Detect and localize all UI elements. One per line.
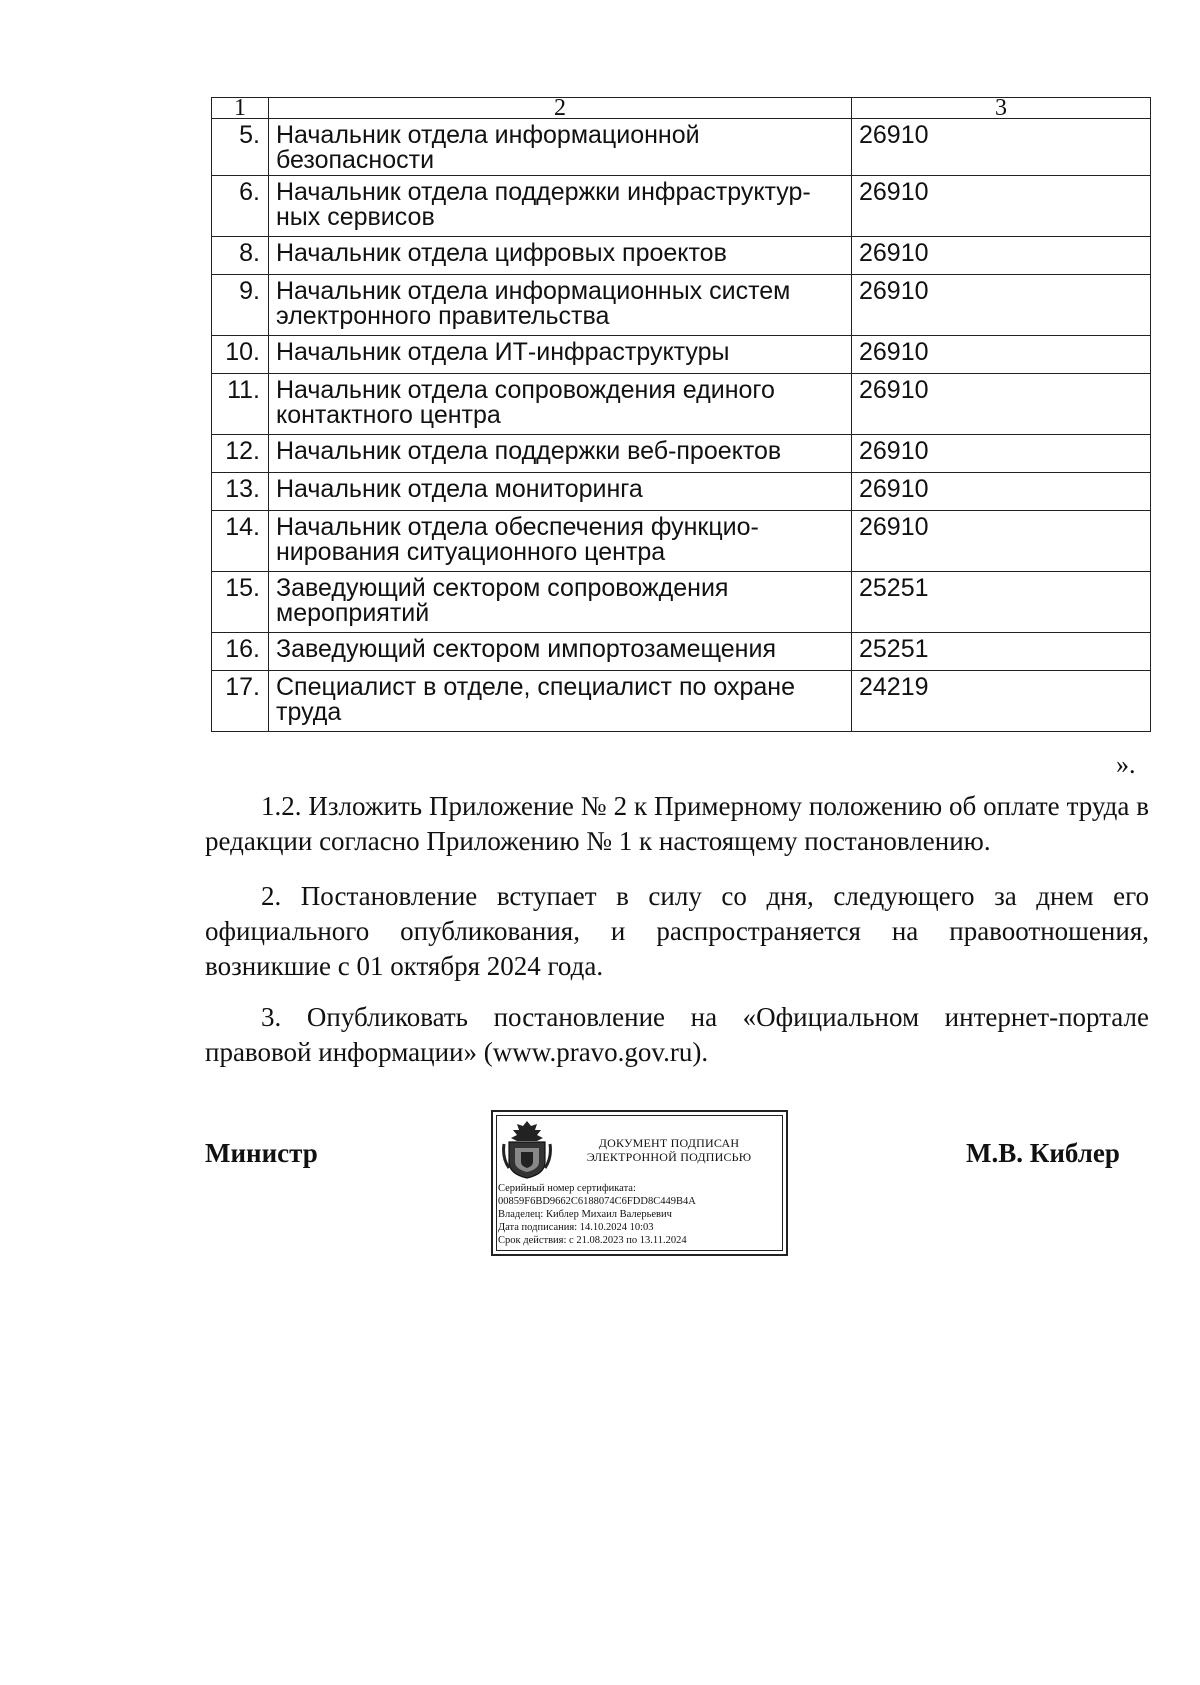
table-row <box>212 511 1151 572</box>
table-row <box>212 633 1151 671</box>
row-position: Начальник отдела поддержки веб-проектов <box>269 435 852 473</box>
table-row <box>212 671 1151 732</box>
table-row <box>212 435 1151 473</box>
row-position: Специалист в отделе, специалист по охране труда <box>269 671 852 732</box>
row-position: Начальник отдела мониторинга <box>269 473 852 511</box>
header-cell-3: 3 <box>852 98 1151 119</box>
row-position: Начальник отдела сопровождения единого контактного центра <box>269 374 852 435</box>
row-position: Начальник отдела ИТ-инфраструктуры <box>269 336 852 374</box>
row-value: 25251 <box>852 633 1151 671</box>
paragraph-text: 1.2. Изложить Приложение № 2 к Примерному положению об оплате труда в редакции согласно Приложению № 1 к настоящему постановлению. <box>205 791 1149 856</box>
table-row <box>212 336 1151 374</box>
row-number: 12. <box>212 435 269 473</box>
paragraph-3 <box>205 1000 1149 1070</box>
row-position: Начальник отдела обеспечения функцио-нирования ситуационного центра <box>269 511 852 572</box>
row-number: 8. <box>212 237 269 275</box>
row-value: 25251 <box>852 572 1151 633</box>
signatory-role: Министр <box>205 1138 318 1168</box>
row-number: 9. <box>212 275 269 336</box>
row-value: 26910 <box>852 374 1151 435</box>
stamp-title <box>555 1136 783 1164</box>
table-row <box>212 119 1151 176</box>
row-number: 15. <box>212 572 269 633</box>
row-value: 26910 <box>852 176 1151 237</box>
row-value: 26910 <box>852 435 1151 473</box>
row-value: 26910 <box>852 336 1151 374</box>
row-value: 26910 <box>852 119 1151 176</box>
stamp-signing-date: Дата подписания: 14.10.2024 10:03 <box>498 1222 654 1233</box>
table-header-row <box>212 98 1151 119</box>
row-position: Заведующий сектором импортозамещения <box>269 633 852 671</box>
row-number: 5. <box>212 119 269 176</box>
row-number: 14. <box>212 511 269 572</box>
table-row <box>212 572 1151 633</box>
row-value: 26910 <box>852 275 1151 336</box>
row-number: 10. <box>212 336 269 374</box>
table-row <box>212 176 1151 237</box>
row-number: 6. <box>212 176 269 237</box>
row-value: 26910 <box>852 473 1151 511</box>
electronic-signature-stamp <box>491 1110 788 1256</box>
table-row <box>212 237 1151 275</box>
row-position: Заведующий сектором сопровождения мероприятий <box>269 572 852 633</box>
table-row <box>212 275 1151 336</box>
row-value: 26910 <box>852 511 1151 572</box>
row-position: Начальник отдела цифровых проектов <box>269 237 852 275</box>
signatory-name: М.В. Киблер <box>966 1138 1120 1168</box>
table-row <box>212 473 1151 511</box>
row-value: 26910 <box>852 237 1151 275</box>
paragraph-2 <box>205 879 1149 984</box>
table-row <box>212 374 1151 435</box>
row-position: Начальник отдела поддержки инфраструктур-ных сервисов <box>269 176 852 237</box>
row-position: Начальник отдела информационных систем электронного правительства <box>269 275 852 336</box>
row-value: 24219 <box>852 671 1151 732</box>
stamp-serial-number: 00859F6BD9662C6188074C6FDD8C449B4A <box>498 1196 696 1207</box>
coat-of-arms-icon <box>501 1118 553 1180</box>
header-cell-1: 1 <box>212 98 269 119</box>
stamp-title-line-1: ДОКУМЕНТ ПОДПИСАН <box>598 1136 740 1150</box>
row-position: Начальник отдела информационной безопасности <box>269 119 852 176</box>
paragraph-1-2 <box>205 789 1149 859</box>
stamp-validity: Срок действия: с 21.08.2023 по 13.11.2024 <box>498 1235 687 1246</box>
row-number: 13. <box>212 473 269 511</box>
row-number: 11. <box>212 374 269 435</box>
paragraph-text: 2. Постановление вступает в силу со дня, следующего за днем его официального опубликования, и распространяется на правоотношения, возникшие с 01 октября 2024 года. <box>205 881 1149 981</box>
row-number: 16. <box>212 633 269 671</box>
salary-table <box>211 97 1151 732</box>
stamp-owner: Владелец: Киблер Михаил Валерьевич <box>498 1209 672 1220</box>
header-cell-2: 2 <box>269 98 852 119</box>
row-number: 17. <box>212 671 269 732</box>
closing-quote: ». <box>1116 750 1136 779</box>
stamp-title-line-2: ЭЛЕКТРОННОЙ ПОДПИСЬЮ <box>586 1150 752 1164</box>
paragraph-text: 3. Опубликовать постановление на «Официальном интернет-портале правовой информации» (www.pravo.gov.ru). <box>205 1002 1149 1067</box>
stamp-serial-label: Серийный номер сертификата: <box>498 1183 636 1194</box>
